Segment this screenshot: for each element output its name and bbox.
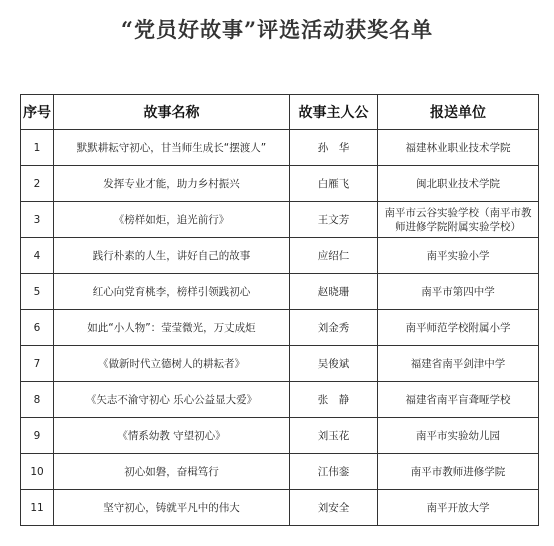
- row-number: 3: [21, 202, 54, 238]
- story-owner: 赵晓珊: [290, 274, 378, 310]
- row-number: 1: [21, 130, 54, 166]
- table-row: [21, 274, 539, 310]
- story-owner: 刘金秀: [290, 310, 378, 346]
- submitting-unit: 南平市实验幼儿园: [378, 418, 539, 454]
- story-owner: 刘安全: [290, 490, 378, 526]
- submitting-unit: 南平市云谷实验学校（南平市教师进修学院附属实验学校）: [378, 202, 539, 238]
- submitting-unit: 福建林业职业技术学院: [378, 130, 539, 166]
- table-row: [21, 310, 539, 346]
- submitting-unit: 闽北职业技术学院: [378, 166, 539, 202]
- row-number: 6: [21, 310, 54, 346]
- story-name: 《情系幼教 守望初心》: [54, 418, 290, 454]
- table-body: [21, 130, 539, 526]
- story-name: 默默耕耘守初心，甘当师生成长“摆渡人”: [54, 130, 290, 166]
- row-number: 9: [21, 418, 54, 454]
- table-row: [21, 130, 539, 166]
- story-name: 践行朴素的人生，讲好自己的故事: [54, 238, 290, 274]
- story-name: 《做新时代立德树人的耕耘者》: [54, 346, 290, 382]
- row-number: 5: [21, 274, 54, 310]
- submitting-unit: 南平实验小学: [378, 238, 539, 274]
- story-owner: 应绍仁: [290, 238, 378, 274]
- submitting-unit: 南平市教师进修学院: [378, 454, 539, 490]
- table-row: [21, 382, 539, 418]
- story-owner: 吴俊斌: [290, 346, 378, 382]
- row-number: 7: [21, 346, 54, 382]
- story-owner: 白雁飞: [290, 166, 378, 202]
- header-no: 序号: [21, 95, 54, 130]
- row-number: 10: [21, 454, 54, 490]
- page-title: “党员好故事”评选活动获奖名单: [120, 17, 434, 42]
- story-name: 坚守初心，铸就平凡中的伟大: [54, 490, 290, 526]
- table-row: [21, 238, 539, 274]
- row-number: 2: [21, 166, 54, 202]
- award-table: [20, 94, 539, 526]
- story-name: 发挥专业才能，助力乡村振兴: [54, 166, 290, 202]
- row-number: 8: [21, 382, 54, 418]
- table-header-row: [21, 95, 539, 130]
- story-name: 如此“小人物”：莹莹微光，万丈成炬: [54, 310, 290, 346]
- submitting-unit: 南平市第四中学: [378, 274, 539, 310]
- submitting-unit: 南平师范学校附属小学: [378, 310, 539, 346]
- table-row: [21, 166, 539, 202]
- header-owner: 故事主人公: [290, 95, 378, 130]
- story-owner: 张 静: [290, 382, 378, 418]
- story-name: 《榜样如炬，追光前行》: [54, 202, 290, 238]
- submitting-unit: 福建省南平剑津中学: [378, 346, 539, 382]
- story-owner: 江伟銮: [290, 454, 378, 490]
- submitting-unit: 福建省南平盲聋哑学校: [378, 382, 539, 418]
- table-row: [21, 454, 539, 490]
- story-name: 《矢志不渝守初心 乐心公益显大爱》: [54, 382, 290, 418]
- story-name: 红心向党育桃李，榜样引领践初心: [54, 274, 290, 310]
- story-owner: 孙 华: [290, 130, 378, 166]
- row-number: 4: [21, 238, 54, 274]
- table-row: [21, 346, 539, 382]
- story-owner: 刘玉花: [290, 418, 378, 454]
- table-row: [21, 202, 539, 238]
- table-row: [21, 490, 539, 526]
- story-owner: 王文芳: [290, 202, 378, 238]
- table-row: [21, 418, 539, 454]
- submitting-unit: 南平开放大学: [378, 490, 539, 526]
- header-story: 故事名称: [54, 95, 290, 130]
- story-name: 初心如磐，奋楫笃行: [54, 454, 290, 490]
- header-unit: 报送单位: [378, 95, 539, 130]
- row-number: 11: [21, 490, 54, 526]
